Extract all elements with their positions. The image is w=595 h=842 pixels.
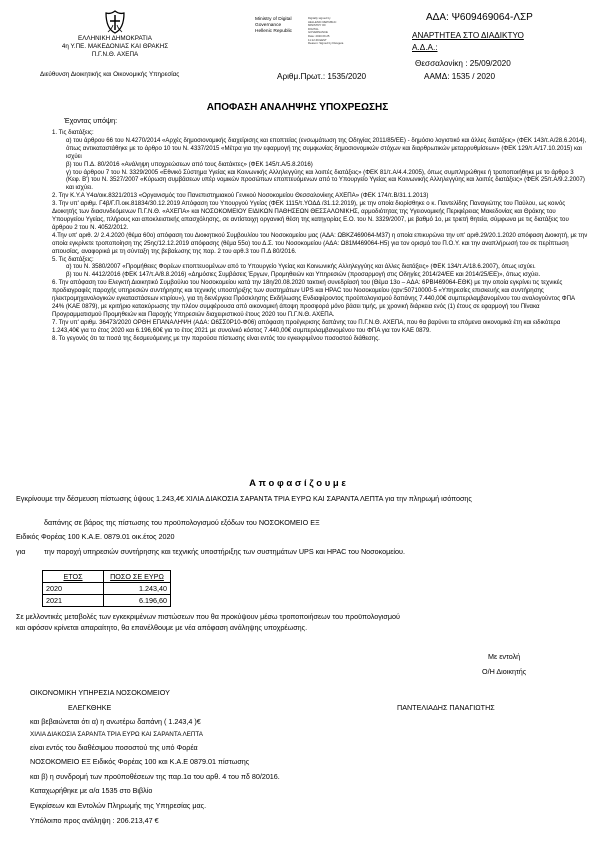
ministry-line-2: Governance (255, 23, 282, 28)
controller-line-5: και β) η συνδρομή των προϋποθέσεων της παρ.1α του αρθ. 4 του πδ 80/2016. (30, 772, 280, 781)
sig-fine-6: Date: 2020.09.25 (308, 33, 330, 38)
purpose-text: την παροχή υπηρεσιών συντήρησης και τεχνικής υποστήριξης των συστημάτων UPS και HPAC του Νοσοκομείου. (44, 547, 405, 556)
sig-fine-7: 11:12:49 EEST (308, 37, 327, 42)
aamd-number: ΑΑΜΔ: 1535 / 2020 (424, 72, 496, 81)
table-row (43, 595, 171, 607)
org-line-3: Π.Γ.Ν.Θ. ΑΧΕΠΑ (91, 51, 139, 58)
ministry-line-1: Ministry of Digital (255, 17, 292, 22)
signature-order: Με εντολή (488, 652, 521, 661)
consideration-item: 7. Την υπ' αριθμ. 36473/2020 ΟΡΘΗ ΕΠΑΝΑΛΗΨΗ (ΑΔΑ: Ω6ΣΣ0Ρ10-Φ06) απόφαση προέγκρισης δαπάνης του Π.Γ.Ν.Θ. ΑΧΕΠΑ, που θα βαρύνει τα επόμενα οικονομικά έτη και ειδικότερα 1.243,40€ για το έτος 2020 και 6.196,60€ για το έτος 2021 με συνολικό κόστος 7.440,00€ συμπεριλαμβανομένου του ΦΠΑ για τον ΚΑΕ 0879. (52, 318, 561, 334)
signature-role: Ο/Η Διοικητής (482, 667, 527, 676)
sig-fine-1: Digitally signed by (308, 16, 331, 20)
greek-emblem-icon (104, 10, 126, 34)
table-row (43, 583, 171, 595)
decision-line-1: Εγκρίνουμε την δέσμευση πίστωσης ύψους 1.243,4€ ΧΙΛΙΑ ΔΙΑΚΟΣΙΑ ΣΑΡΑΝΤΑ ΤΡΙΑ ΕΥΡΩ ΚΑΙ ΣΑΡΑΝΤΑ ΛΕΠΤΑ για την πληρωμή ισόποσης (16, 494, 472, 503)
consideration-item: 5. Τις διατάξεις: (52, 255, 94, 263)
signatory-name: ΠΑΝΤΕΛΙΑΔΗΣ ΠΑΝΑΓΙΩΤΗΣ (397, 703, 495, 712)
ada-label: Α.Δ.Α.: (412, 43, 438, 52)
controller-line-8: Υπόλοιπο προς ανάληψη : 206.213,47 € (30, 816, 159, 825)
consideration-item: 8. Το γεγονός ότι τα ποσά της δεσμευόμενης με την παρούσα πίστωσης είναι εντός του εγκεκριμένου ποσοστού διάθεσης. (52, 334, 380, 342)
decision-heading: Α π ο φ α σ ί ζ ο υ μ ε (249, 478, 346, 489)
direction-label: Διεύθυνση Διοικητικής και Οικονομικής Υπηρεσίας (40, 71, 180, 78)
decision-line-2: δαπάνης σε βάρος της πίστωσης του προϋπολογισμού εξόδων του ΝΟΣΟΚΟΜΕΙΟ ΕΞ (44, 518, 320, 527)
purpose-label: για (16, 547, 26, 556)
consideration-item: α) του Ν. 3580/2007 «Προμήθειες Φορέων εποπτευομένων από το Υπουργείο Υγείας και Κοινωνικής Αλληλεγγύης και άλλες διατάξεις» (ΦΕΚ 134/τ.Α/18.6.2007), όπως ισχύει. (66, 263, 536, 271)
consideration-item: 1. Τις διατάξεις: (52, 129, 94, 136)
sig-fine-5: GOVERNANCE (308, 30, 328, 35)
controller-role: ΕΛΕΓΚΘΗΚΕ (68, 703, 112, 712)
changes-note-1: Σε μελλοντικές μεταβολές των εγκεκριμένων πιστώσεων που θα προκύψουν μέσω τροποποιήσεων του προϋπολογισμού (16, 612, 400, 621)
sig-fine-8: Reason: Signed by Diavgeia (308, 41, 344, 46)
column-header-amount: ΠΟΣΟ ΣΕ ΕΥΡΩ (104, 571, 171, 583)
sig-fine-4: DIGITAL (308, 26, 319, 31)
consideration-item: β) του Ν. 4412/2016 (ΦΕΚ 147/τ.Α/8.8.2016) «Δημόσιες Συμβάσεις Έργων, Προμηθειών και Υπηρεσιών (προσαρμογή στις Οδηγίες 2014/24/ΕΕ και 2014/25/ΕΕ)», όπως ισχύει. (66, 271, 541, 279)
protocol-number: Αριθμ.Πρωτ.: 1535/2020 (277, 72, 367, 81)
table-header-row (43, 571, 171, 583)
consideration-item: β) του Π.Δ. 80/2016 «Ανάληψη υποχρεώσεων από τους διατάκτες» (ΦΕΚ 145/τ.Α/5.8.2016) (66, 160, 313, 168)
amount-cell: 1.243,40 (104, 583, 171, 595)
ada-number: ΑΔΑ: Ψ609469064-ΛΣΡ (426, 12, 533, 23)
controller-line-6: Καταχωρήθηκε με α/α 1535 στο Βιβλίο (30, 786, 153, 795)
consideration-item: 3. Την υπ' αριθμ. Γ4β/Γ.Π.οικ.81834/30.12.2019 Απόφαση του Υπουργού Υγείας (ΦΕΚ 1115/τ.ΥΟΔΔ /31.12.2019), με την οποία διορίσθηκε ο κ. Παντελίδης Παναγιώτης του Παύλου, ως κοινός Διοικητής των διασυνδεόμενων Π.Γ.Ν.Θ. «ΑΧΕΠΑ» και ΝΟΣΟΚΟΜΕΙΟΥ ΕΙΔΙΚΩΝ ΠΑΘΗΣΕΩΝ ΘΕΣΣΑΛΟΝΙΚΗΣ, αρμοδιότητας της Υγειονομικής Περιφέρειας Μακεδονίας και Θράκης του Υπουργείου Υγείας, πλήρους και αποκλειστικής απασχόλησης, σε αντίστοιχη οργανική θέση της κατηγορίας Ε.Ο. του Ν. 3329/2007, με βαθμό 1ο, με τριετή θητεία, σύμφωνα με τις διατάξεις του άρθρου 2 του Ν. 4052/2012. (52, 200, 569, 231)
budget-table (42, 570, 171, 607)
org-line-2: 4η Υ.ΠΕ. ΜΑΚΕΔΟΝΙΑΣ ΚΑΙ ΘΡΑΚΗΣ (61, 43, 169, 50)
intro-label: Έχοντας υπόψη: (64, 116, 118, 125)
consideration-item: 2. Την Κ.Υ.Α Υ4α/οικ.8321/2013 «Οργανισμός του Πανεπιστημιακού Γενικού Νοσοκομείου Θεσσαλονίκης ΑΧΕΠΑ» (ΦΕΚ 174/τ.Β/31.1.2013) (52, 192, 429, 200)
org-line-1: ΕΛΛΗΝΙΚΗ ΔΗΜΟΚΡΑΤΙΑ (78, 35, 152, 42)
consideration-item: 6. Την απόφαση του Ελεγκτή Διοικητικό Συμβούλιο του Νοσοκομείου κατά την 18η/20.08.2020 τακτική συνεδρίασή του (Θέμα 13ο – ΑΔΑ: 6ΡΒΙ469064-ΕΘΚ) με την οποία εγκρίνει τις τεχνικές προδιαγραφές παροχής υπηρεσιών συντήρησης και τεχνικής υποστήριξης των συστημάτων UPS και HPAC του Νοσοκομείου (cpv:50710000-5 «Υπηρεσίες επισκευής και συντήρησης ηλεκτρομηχανολογικών εγκαταστάσεων κτιρίου»), για τη διενέργεια Πρόσκλησης Εκδήλωσης Ενδιαφέροντος προϋπολογισμού δαπάνης 7.440,00€ συμπεριλαμβανομένου του αναλογούντος ΦΠΑ 24% (ΚΑΕ 0879), με κριτήριο κατακύρωσης την πλέον συμφέρουσα από οικονομική άποψη προσφορά μόνο βάσει τιμής, με χρονική διάρκεια ενός (1) έτους σε εφαρμογή του Πίνακα Προγραμματισμού Προμηθειών και Παροχής Υπηρεσιών διαχειριστικού έτους 2020 του Π.Γ.Ν.Θ. ΑΧΕΠΑ. (52, 279, 575, 318)
consideration-item: 4.Την υπ' αριθ. 2/ 2.4.2020 (θέμα 60ο) απόφαση του Διοικητικού Συμβουλίου του Νοσοκομείου μας (ΑΔΑ: ΩΒΚΖ469064-Μ37) η οποία επικυρώνει την υπ' αριθ.29/20.1.2020 απόφαση Διοικητή, με την οποία εγκρίνετε τροποποίηση της 25ης/12.12.2019 απόφασης (θέμα 55ο) του Δ.Σ. του Νοσοκομείου (ΑΔΑ: Ω81Μ469064-Η5) για τον ορισμό του Π.Ο.Υ. και την αναπλήρωσή του σε περίπτωση απουσίας, αναφορικά με τη σύνταξη της βεβαίωσης της παρ. 2 του αρθ.3 του Π.Δ 80/2016. (52, 231, 588, 255)
amount-cell: 6.196,60 (104, 595, 171, 607)
internet-notice: ΑΝΑΡΤΗΤΕΑ ΣΤΟ ΔΙΑΔΙΚΤΥΟ (412, 31, 524, 40)
sig-fine-3: MINISTRY OF (308, 23, 326, 28)
controller-service: ΟΙΚΟΝΟΜΙΚΗ ΥΠΗΡΕΣΙΑ ΝΟΣΟΚΟΜΕΙΟΥ (30, 688, 170, 697)
date-line: Θεσσαλονίκη : 25/09/2020 (415, 59, 511, 68)
considerations-list (52, 129, 588, 342)
ministry-line-3: Hellenic Republic (255, 29, 293, 34)
decision-line-3: Ειδικός Φορέας 100 Κ.Α.Ε. 0879.01 οικ.έτος 2020 (16, 532, 175, 541)
controller-line-3: είναι εντός του διαθέσιμου ποσοστού της υπό Φορέα (30, 743, 198, 752)
changes-note-2: και αφόσον κρίνεται απαραίτητο, θα επανέλθουμε με νέα απόφαση ανάληψης υποχρέωσης. (16, 623, 308, 632)
consideration-item: α) του άρθρου 66 του Ν.4270/2014 «Αρχές δημοσιονομικής διαχείρισης και εποπτείας (ενσωμάτωση της Οδηγίας 2011/85/ΕΕ) - δημόσιο λογιστικό και άλλες διατάξεις» (ΦΕΚ 143/τ.Α/28.6.2014), όπως αντικαταστάθηκε με το άρθρο 10 του Ν. 4337/2015 «Μέτρα για την εφαρμογή της συμφωνίας δημοσιονομικών στόχων και διαρθρωτικών μεταρρυθμίσεων» (ΦΕΚ 129/τ.Α/17.10.2015) και ισχύει (66, 136, 587, 160)
page-title: ΑΠΟΦΑΣΗ ΑΝΑΛΗΨΗΣ ΥΠΟΧΡΕΩΣΗΣ (206, 102, 389, 113)
controller-line-2: ΧΙΛΙΑ ΔΙΑΚΟΣΙΑ ΣΑΡΑΝΤΑ ΤΡΙΑ ΕΥΡΩ ΚΑΙ ΣΑΡΑΝΤΑ ΛΕΠΤΑ (30, 731, 203, 738)
controller-line-4: ΝΟΣΟΚΟΜΕΙΟ ΕΞ Ειδικός Φορέας 100 και Κ.Α.Ε 0879.01 πίστωσης (30, 757, 250, 766)
year-cell: 2020 (43, 583, 104, 595)
controller-line-7: Εγκρίσεων και Εντολών Πληρωμής της Υπηρεσίας μας. (30, 801, 207, 810)
controller-line-1: και βεβαιώνεται ότι α) η ανωτέρω δαπάνη ( 1.243,4 )€ (30, 717, 201, 726)
year-cell: 2021 (43, 595, 104, 607)
digital-signature-block (255, 16, 415, 46)
sig-fine-2: HELLENIC REPUBLIC (308, 19, 337, 24)
column-header-year: ΕΤΟΣ (43, 571, 104, 583)
consideration-item: γ) του άρθρου 7 του Ν. 3329/2005 «Εθνικό Σύστημα Υγείας και Κοινωνικής Αλληλεγγύης και λοιπές διατάξεις» (ΦΕΚ 81/τ.Α/4.4.2005), όπως συμπληρώθηκε ή τροποποιήθηκε με το άρθρο 3 (Κεφ. Β') του Ν. 3527/2007 «Κύρωση συμβάσεων υπέρ νομικών προσώπων εποπτευόμενων από το Υπουργείο Υγείας και Κοινωνικής Αλληλεγγύης και λοιπές διατάξεις» (ΦΕΚ 25/τ.Α/9.2.2007) και ισχύει. (66, 168, 585, 192)
issuer-block (40, 10, 190, 59)
